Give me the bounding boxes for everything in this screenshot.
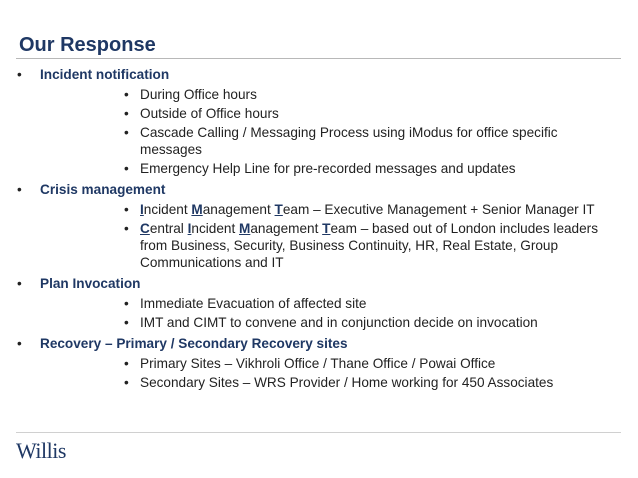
- footer-divider: [16, 432, 621, 433]
- list-item: [17, 160, 617, 177]
- title-divider: [16, 58, 621, 59]
- page-title: Our Response: [19, 34, 156, 56]
- bullet-icon: •: [124, 106, 129, 121]
- slide-content: [17, 66, 617, 395]
- list-item-text: Immediate Evacuation of affected site: [140, 296, 367, 311]
- section-heading-text: Recovery – Primary / Secondary Recovery sites: [40, 336, 348, 351]
- list-item: [17, 314, 617, 331]
- section-heading: [17, 181, 617, 199]
- list-item-text: ncident: [143, 202, 192, 217]
- bullet-icon: •: [124, 125, 129, 140]
- section-heading: [17, 66, 617, 84]
- section: [17, 275, 617, 331]
- bullet-icon: •: [124, 356, 129, 371]
- list-item-text: Secondary Sites – WRS Provider / Home working for 450 Associates: [140, 375, 554, 390]
- list-item-text: Outside of Office hours: [140, 106, 279, 121]
- bullet-icon: •: [124, 296, 129, 311]
- section-heading: [17, 275, 617, 293]
- bullet-icon: •: [17, 182, 22, 197]
- list-item-text: ncident: [191, 221, 240, 236]
- bullet-icon: •: [17, 67, 22, 82]
- acronym-letter: M: [239, 221, 251, 236]
- bullet-icon: •: [124, 375, 129, 390]
- bullet-icon: •: [17, 276, 22, 291]
- acronym-letter: T: [322, 221, 331, 236]
- list-item-text: During Office hours: [140, 87, 257, 102]
- willis-logo: Willis: [16, 438, 66, 463]
- list-item-text: anagement: [250, 221, 323, 236]
- list-item-text: eam – Executive Management + Senior Manager IT: [282, 202, 595, 217]
- bullet-icon: •: [124, 87, 129, 102]
- section: [17, 181, 617, 271]
- list-item-text: IMT and CIMT to convene and in conjunction decide on invocation: [140, 315, 538, 330]
- section-heading-text: Crisis management: [40, 182, 166, 197]
- acronym-letter: I: [187, 221, 192, 236]
- section-heading: [17, 335, 617, 353]
- section: [17, 335, 617, 391]
- bullet-icon: •: [124, 221, 129, 236]
- list-item-text: eam – based out of London includes leaders from Business, Security, Business Continuity, HR, Real Estate, Group Communications and IT: [140, 221, 599, 270]
- list-item: [17, 374, 617, 391]
- list-item: [17, 201, 617, 218]
- list-item-text: Cascade Calling / Messaging Process using iModus for office specific messages: [140, 125, 558, 157]
- acronym-letter: C: [140, 221, 150, 236]
- list-item-text: Emergency Help Line for pre-recorded messages and updates: [140, 161, 516, 176]
- list-item: [17, 295, 617, 312]
- list-item: [17, 355, 617, 372]
- bullet-icon: •: [124, 202, 129, 217]
- section: [17, 66, 617, 177]
- list-item: [17, 105, 617, 122]
- list-item-text: entral: [149, 221, 188, 236]
- section-heading-text: Incident notification: [40, 67, 170, 82]
- bullet-icon: •: [124, 315, 129, 330]
- list-item-text: Primary Sites – Vikhroli Office / Thane Office / Powai Office: [140, 356, 496, 371]
- list-item: [17, 86, 617, 103]
- list-item-text: anagement: [202, 202, 275, 217]
- acronym-letter: M: [191, 202, 203, 217]
- bullet-icon: •: [124, 161, 129, 176]
- list-item: [17, 124, 617, 158]
- section-heading-text: Plan Invocation: [40, 276, 141, 291]
- list-item: [17, 220, 617, 271]
- acronym-letter: I: [140, 202, 144, 217]
- acronym-letter: T: [274, 202, 283, 217]
- bullet-icon: •: [17, 336, 22, 351]
